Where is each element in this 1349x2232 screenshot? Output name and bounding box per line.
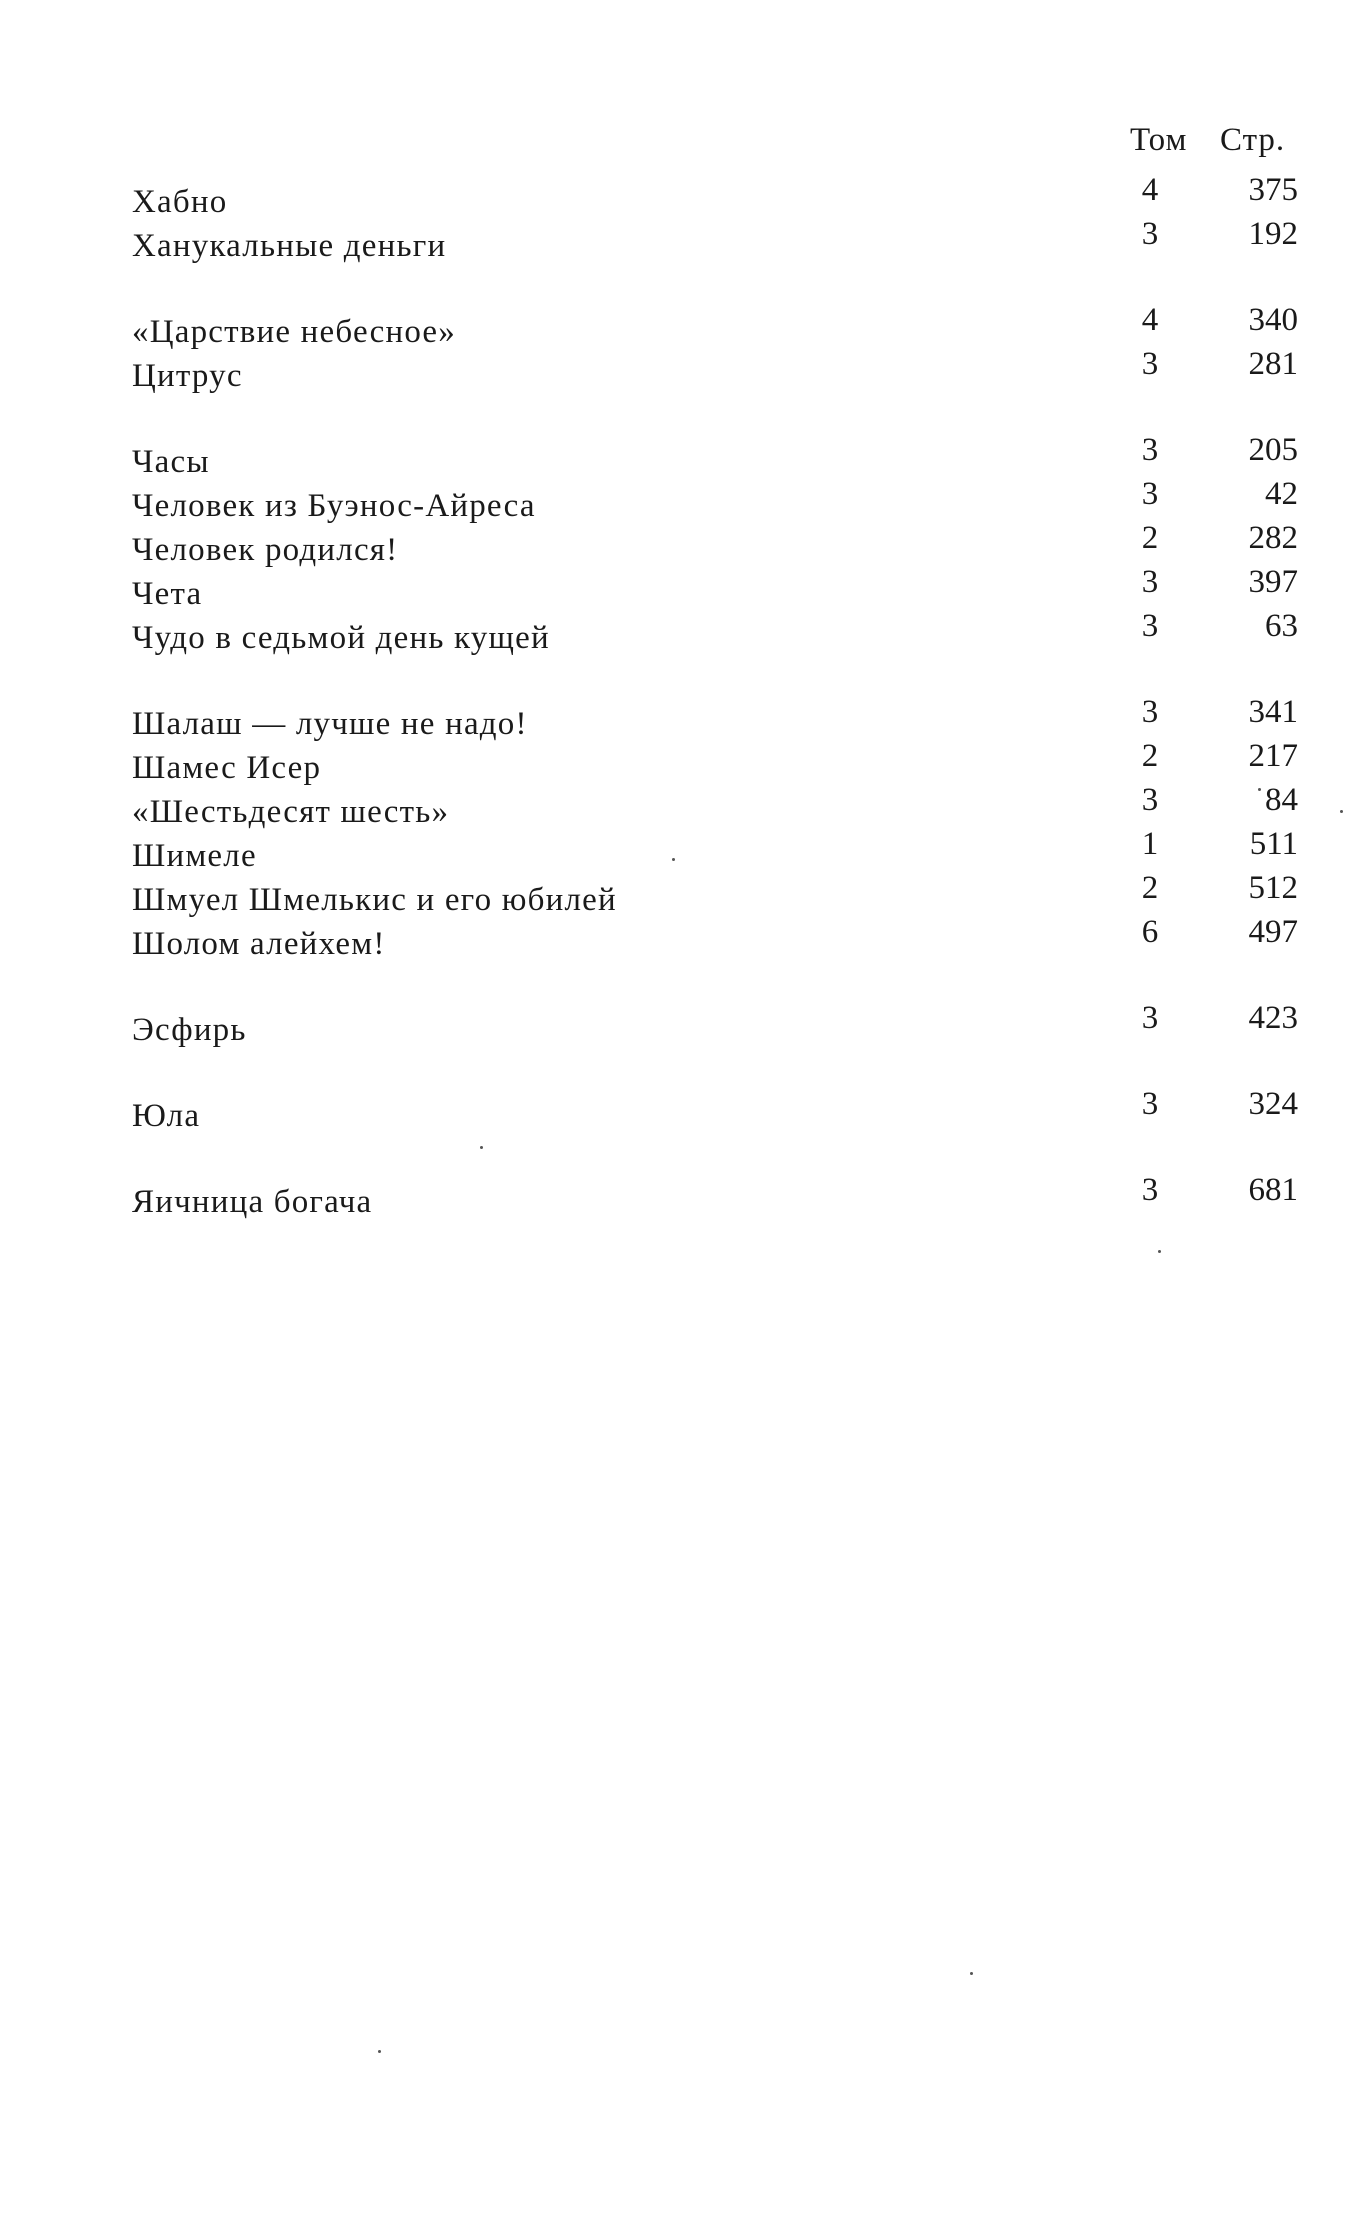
entry-page: 42 [1265, 476, 1298, 512]
entry-title: Ханукальные деньги [132, 228, 447, 264]
column-header [0, 118, 1349, 162]
entry-volume: 3 [1141, 1000, 1159, 1036]
entry-volume: 3 [1141, 1086, 1159, 1122]
index-group [0, 172, 1349, 264]
entry-title: Шалаш — лучше не надо! [132, 706, 528, 742]
entry-volume: 3 [1141, 1172, 1159, 1208]
entry-volume: 3 [1141, 694, 1159, 730]
entry-volume: 3 [1141, 476, 1159, 512]
index-entry [0, 346, 1349, 394]
scan-speck [1258, 788, 1261, 791]
entry-volume: 3 [1141, 216, 1159, 252]
entry-title: Цитрус [132, 358, 243, 394]
index-entry [0, 1172, 1349, 1220]
entry-title: Человек родился! [132, 532, 399, 568]
volume-column-label: Том [1130, 122, 1188, 158]
index-list [0, 172, 1349, 1262]
entry-title: Эсфирь [132, 1012, 247, 1048]
entry-volume: 3 [1141, 564, 1159, 600]
entry-title: Шмуел Шмелькис и его юбилей [132, 882, 617, 918]
entry-page: 511 [1249, 826, 1298, 862]
index-entry [0, 216, 1349, 264]
entry-volume: 2 [1141, 520, 1159, 556]
index-entry [0, 914, 1349, 962]
entry-page: 497 [1248, 914, 1298, 950]
entry-page: 375 [1248, 172, 1298, 208]
entry-volume: 3 [1141, 346, 1159, 382]
index-group [0, 1172, 1349, 1220]
entry-title: Шамес Исер [132, 750, 322, 786]
entry-page: 192 [1248, 216, 1298, 252]
entry-volume: 3 [1141, 608, 1159, 644]
index-entry [0, 1086, 1349, 1134]
scan-speck [672, 858, 675, 861]
entry-page: 281 [1248, 346, 1298, 382]
entry-volume: 1 [1141, 826, 1159, 862]
index-entry [0, 608, 1349, 656]
index-group [0, 694, 1349, 962]
index-entry [0, 1000, 1349, 1048]
index-group [0, 302, 1349, 394]
index-group [0, 1086, 1349, 1134]
entry-title: Человек из Буэнос-Айреса [132, 488, 536, 524]
entry-volume: 3 [1141, 432, 1159, 468]
entry-page: 63 [1265, 608, 1298, 644]
scan-speck [480, 1146, 483, 1149]
entry-page: 282 [1248, 520, 1298, 556]
entry-page: 512 [1248, 870, 1298, 906]
entry-volume: 3 [1141, 782, 1159, 818]
scan-speck [1340, 810, 1343, 813]
entry-volume: 2 [1141, 870, 1159, 906]
entry-volume: 4 [1141, 172, 1159, 208]
entry-volume: 4 [1141, 302, 1159, 338]
entry-page: 397 [1248, 564, 1298, 600]
entry-page: 84 [1265, 782, 1298, 818]
scan-speck [970, 1972, 973, 1975]
scan-speck [1158, 1250, 1161, 1253]
entry-page: 340 [1248, 302, 1298, 338]
entry-page: 217 [1248, 738, 1298, 774]
index-group [0, 432, 1349, 656]
entry-volume: 6 [1141, 914, 1159, 950]
entry-title: Яичница богача [132, 1184, 373, 1220]
entry-title: Чета [132, 576, 203, 612]
entry-title: Чудо в седьмой день кущей [132, 620, 550, 656]
entry-volume: 2 [1141, 738, 1159, 774]
scan-speck [378, 2050, 381, 2053]
entry-title: «Царствие небесное» [132, 314, 456, 350]
entry-title: Шолом алейхем! [132, 926, 386, 962]
entry-title: Хабно [132, 184, 228, 220]
entry-page: 324 [1248, 1086, 1298, 1122]
entry-page: 423 [1248, 1000, 1298, 1036]
page-column-label: Стр. [1220, 122, 1286, 158]
entry-page: 341 [1248, 694, 1298, 730]
entry-title: «Шестьдесят шесть» [132, 794, 450, 830]
entry-page: 205 [1248, 432, 1298, 468]
entry-title: Часы [132, 444, 210, 480]
entry-title: Шимеле [132, 838, 257, 874]
entry-title: Юла [132, 1098, 201, 1134]
entry-page: 681 [1248, 1172, 1298, 1208]
index-group [0, 1000, 1349, 1048]
